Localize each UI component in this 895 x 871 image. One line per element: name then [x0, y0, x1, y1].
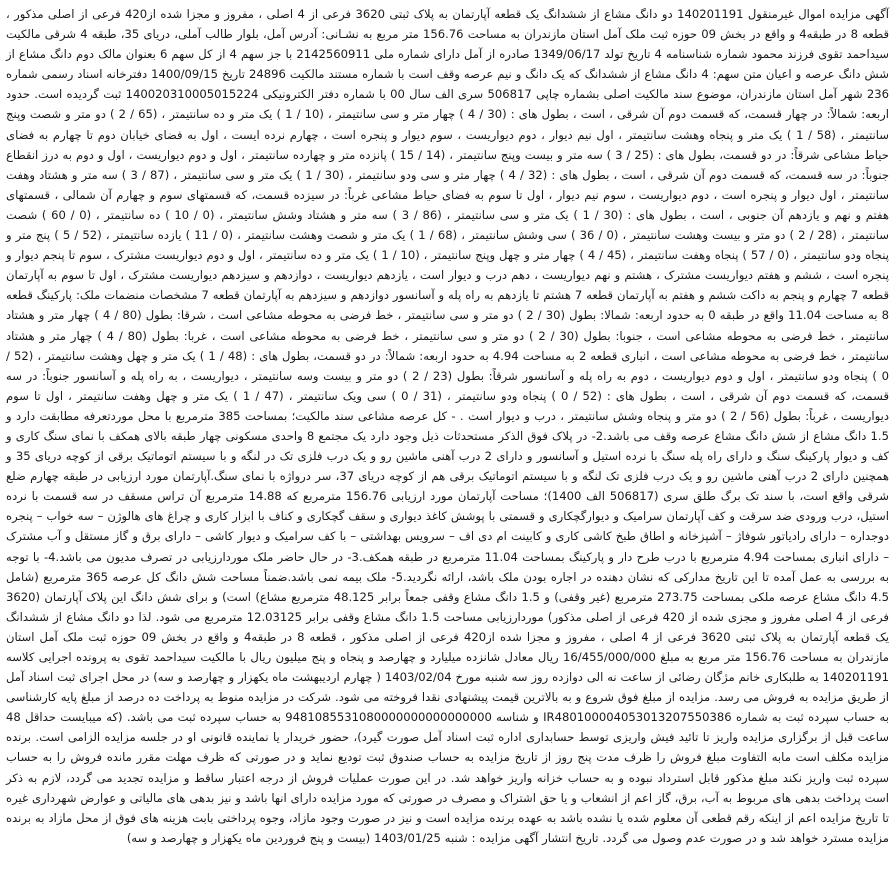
auction-notice-text: آگهی مزایده اموال غیرمنقول 140201191 دو دانگ مشاع از ششدانگ یک قطعه آپارتمان به پلاک ثبتی 3620 فرعی از 4 اصلی ، مفروز و مجزا شده از420 فرعی از اصلی مذکور ، قطعه 8 در طبقه4 و واقع در بخش 09 حوزه ثبت ملک آمل استان مازندران به مساحت 156.76 متر مربع به نشـانی: آدرس آمل، بلوار طالب آملی، دریای 35، طبقه 4 شرقی مالکیت سیداحمد تقوی فرزند محمود شماره شناسنامه 4 تاریخ تولد 1349/06/17 صادره از آمل دارای شماره ملی 2142560911 با جز سهم 4 از کل سهم 6 بعنوان مالک دوم دانگ مشاع از شش دانگ عرصه و اعیان متن سهم: 4 دانگ مشاع از ششدانگ که یک دانگ و نیم عرصه وقف است با شماره مستند مالکیت 24896 تاریخ 1400/09/15 دفترخانه اسناد رسمی شماره 236 شهر آمل استان مازندران، موضوع سند مالکیت اصلی بشماره چاپی 506817 سری الف سال 00 با شماره دفتر الکترونیکی 140020310005015224 ثبت گردیده است. حدود اربعه: شمالاً: در چهار قسمت، که قسمت دوم آن شرقی ، است ، بطول های : (30 / 4 ) چهار متر و سی سانتیمتر ، (10 / 1 ) یک متر و ده سانتیمتر ، (65 / 2 ) دو متر و شصت وپنج سانتیمتر ، (58 / 1 ) یک متر و پنجاه وهشت سانتیمتر ، اول نیم دیوار ، دوم دیواریست ، سوم دیوار و پنجره است ، چهارم نرده ایست ، اول به فضای خیابان دوم تا چهارم به فضای حیاط مشاعی شرقاً: در دو قسمت، بطول های : (25 / 3 ) سه متر و بیست وپنج سانتیمتر ، (14 / 15 ) پانزده متر و چهارده سانتیمتر ، اول و دوم دیواریست ، اول و دوم به درز انقطاع جنوباً: در سه قسمت، که قسمت دوم آن شرقی ، است ، بطول های : (32 / 4 ) چهار متر و سی ودو سانتیمتر ، (30 / 1 ) یک متر و سی سانتیمتر ، (87 / 3 ) سه متر و هشتاد وهفت سانتیمتر ، اول دیوار و پنجره است ، دوم دیواریست ، سوم نیم دیوار ، اول تا سوم به فضای حیاط مشاعی غرباً: در سیزده قسمت، که قسمتهای سوم و چهارم آن شمالی ، قسمتهای هفتم و نهم و یازدهم آن جنوبی ، است ، بطول های : (30 / 1 ) یک متر و سی سانتیمتر ، (86 / 3 ) سه متر و هشتاد وشش سانتیمتر ، (0 / 10 ) ده سانتیمتر ، (0 / 60 ) شصت سانتیمتر ، (28 / 2 ) دو متر و بیست وهشت سانتیمتر ، (0 / 36 ) سی وشش سانتیمتر ، (68 / 1 ) یک متر و شصت وهشت سانتیمتر ، (0 / 11 ) یازده سانتیمتر ، (52 / 5 ) پنج متر و پنجاه ودو سانتیمتر ، (0 / 57 ) پنجاه وهفت سانتیمتر ، (45 / 4 ) چهار متر و چهل وپنج سانتیمتر ، (10 / 1 ) یک متر و ده سانتیمتر ، اول و دوم دیواریست مشترک ، سوم تا پنجم دیوار و پنجره است ، ششم و هفتم دیواریست مشترک ، هشتم و نهم دیواریست ، دهم درب و دیوار است ، یازدهم دیواریست ، دوازدهم و سیزدهم دیواریست مشترک ، اول تا سوم به آپارتمان قطعه 7 چهارم و پنجم به داکت ششم و هفتم به آپارتمان قطعه 7 هشتم تا یازدهم به راه پله و آسانسور دوازدهم و سیزدهم به آپارتمان قطعه 7 مشخصات منضمات ملک: پارکینگ قطعه 8 به مساحت 11.04 واقع در طبقه 0 به حدود اربعه: شمالا: بطول (30 / 2 ) دو متر و سی سانتیمتر ، خط فرضی به محوطه مشاعی است ، شرقا: بطول (80 / 4 ) چهار متر و هشتاد سانتیمتر ، خط فرضی به محوطه مشاعی است ، جنوبا: بطول (30 / 2 ) دو متر و سی سانتیمتر ، خط فرضی به محوطه مشاعی است ، غربا: بطول (80 / 4 ) چهار متر و هشتاد سانتیمتر ، خط فرضی به محوطه مشاعی است ، انباری قطعه 2 به مساحت 4.94 به حدود اربعه: شمالاً: در دو قسمت، بطول های : (48 / 1 ) یک متر و چهل وهشت سانتیمتر ، (52 / 0 ) پنجاه ودو سانتیمتر ، اول و دوم دیواریست ، دوم به راه پله و آسانسور شرقاً: بطول (23 / 2 ) دو متر و بیست وسه سانتیمتر ، دیواریست ، به راه پله و آسانسور جنوباً: در سه قسمت، که قسمت دوم آن شرقی ، است ، بطول های : (52 / 0 ) پنجاه ودو سانتیمتر ، (31 / 0 ) سی ویک سانتیمتر ، (47 / 1 ) یک متر و چهل وهفت سانتیمتر ، اول تا سوم دیواریست ، غرباً: بطول (56 / 2 ) دو متر و پنجاه وشش سانتیمتر ، درب و دیوار است . - کل عرصه مشاعی سند مالکیت؛ بمساحت 385 مترمربع با محل موردتعرفه مطابقت دارد و 1.5 دانگ مشاع از شش دانگ مشاع عرصه وقف می باشد.2- در پلاک فوق الذکر مستحدثات ذیل وجود دارد یک مجتمع 8 واحدی مسکونی چهار طبقه بالای همکف با نمای سنگ کاری و کف و دیوار پارکینگ سنگ و دارای راه پله سنگ با نرده استیل و آسانسور و دارای 2 درب آهنی ماشین رو و یک درب فلزی تک در لنگه و با سیستم اتوماتیک برقی از کوچه دریای 35 و همچنین دارای 2 درب آهنی ماشین رو و یک درب فلزی تک لنگه و با سیستم اتوماتیک برقی هم از کوچه دریای 37، سر درواژه با نمای سنگ.آپارتمان مورد ارزیابی در طبقه چهارم ضلع شرقی واقع است، با سند تک برگ طلق سری (506817 الف 1400)؛ مساحت آپارتمان مورد ارزیابی 156.76 مترمربع که 14.88 مترمربع آن تراس مسقف در سه قسمت با نرده استیل، درب ورودی ضد سرقت و کف آپارتمان سرامیک و دیوارگچکاری و قسمتی با پوشش کاغذ دیواری و سقف گچکاری و کناف با ابزار کاری و چراغ های هالوژن – سه خواب – پنجره دوجداره – دارای رادیاتور شوفاژ – آشپزخانه و اطاق طبخ کاشی کاری و کابینت ام دی اف – سرویس بهداشتی – با کف سرامیک و دیوار کاشی – دارای برق و گاز مستقل و آب مشترک – دارای انباری بمساحت 4.94 مترمربع با درب طرح دار و پارکینگ بمساحت 11.04 مترمربع در طبقه همکف.3- در حال حاضر ملک موردارزیابی در تصرف مدیون می باشد.4- با توجه به بررسی به عمل آمده تا این تاریخ مدارکی که نشان دهنده در اجاره بودن ملک باشد، ارائه نگردید.5- ملک بیمه نمی باشد.ضمناً مساحت شش دانگ کل عرصه 365 مترمربع (شامل 4.5 دانگ مشاع عرصه ملکی بمساحت 273.75 مترمربع (غیر وقفی) و 1.5 دانگ مشاع وقفی جمعاً برابر 48.125 مترمربع مشاع) است) و برای شش دانگ این پلاک آپارتمان (3620 فرعی از 4 اصلی مفروز و مجزی شده از 420 فرعی از اصلی مذکور) موردارزیابی مساحت 1.5 دانگ مشاع وقفی برابر 12.03125 مترمربع می شود. لذا دو دانگ مشاع از ششدانگ یک قطعه آپارتمان به پلاک ثبتی 3620 فرعی از 4 اصلی ، مفروز و مجزا شده از420 فرعی از اصلی مذکور ، قطعه 8 در طبقه4 و واقع در بخش 09 حوزه ثبت ملک آمل استان مازندران به مساحت 156.76 متر مربع به مبلغ 16/455/000/000 ریال معادل شانزده میلیارد و چهارصد و پنجاه و پنج میلیون ریال با مالکیت سیداحمد تقوی به پرونده اجرایی کلاسه 140201191 به طلبکاری خانم مژگان رضائی از ساعت نه الی دوازده روز سه شنبه مورخ 1403/02/04 ( چهارم اردیبهشت ماه یکهزار و چهارصد و سه) در محل اجرای ثبت اسناد آمل از طریق مزایده به فروش می رسد. مزایده از مبلغ فوق شروع و به بالاترین قیمت پیشنهادی نقدا فروخته می شود. شرکت در مزایده منوط به پرداخت ده درصد از مبلغ پایه کارشناسی به حساب سپرده ثبت به شماره IR480100004053013207550386 و شناسه 9481085531080000000000000000 به حساب سپرده ثبت می باشد. (که میبایست حداقل 48 ساعت قبل از برگزاری مزایده واریز تا تائید فیش واریزی توسط حسابداری اداره ثبت اسناد آمل صورت گیرد)، حضور خریدار یا نماینده قانونی او در جلسه مزایده الزامی است. برنده مزایده مکلف است مابه التفاوت مبلغ فروش را ظرف مدت پنج روز از تاریخ مزایده به حساب صندوق ثبت تودیع نماید و در صورتی که ظرف مهلت مقرر مانده فروش را به حساب سپرده ثبت واریز نکند مبلغ مذکور قابل استرداد نبوده و به حساب خزانه واریز خواهد شد. در این صورت عملیات فروش از درجه اعتبار ساقط و مزایده تجدید می گردد، لازم به ذکر است پرداخت بدهی های مربوط به آب، برق، گاز اعم از انشعاب و یا حق اشتراک و مصرف در صورتی که مورد مزایده دارای انها باشد و نیز بدهی های مالیاتی و عوارض شهرداری غیره تا تاریخ مزایده اعم از اینکه رقم قطعی آن معلوم شده یا نشده باشد به عهده برنده مزایده است و نیز در صورت وجود مازاد، وجوه پرداختی بابت هزینه های فوق از محل مازاد به برنده مزایده مسترد خواهد شد و در صورت عدم وصول می گردد. تاریخ انتشار آگهی مزایده : شنبه 1403/01/25 (بیست و پنج فروردین ماه یکهزار و چهارصد و سه): [6, 7, 890, 845]
